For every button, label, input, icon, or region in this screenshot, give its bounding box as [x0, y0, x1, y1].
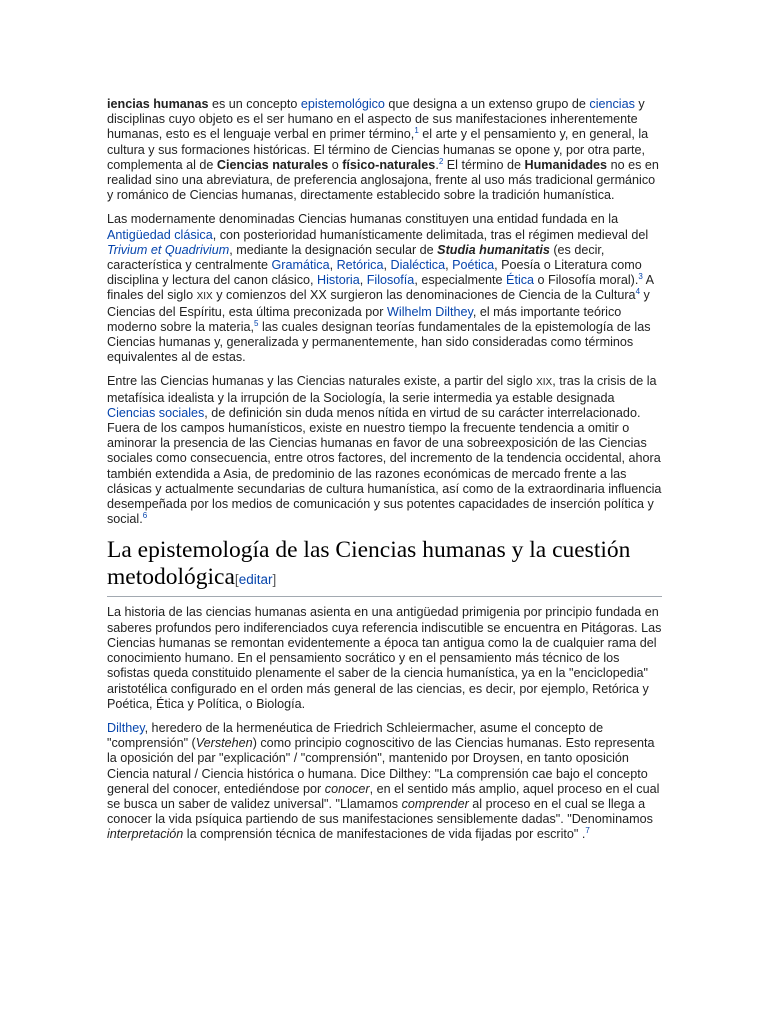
reference-6[interactable]: 6: [142, 511, 148, 521]
link-historia[interactable]: Historia: [317, 273, 360, 288]
term-bold: iencias humanas: [107, 97, 209, 111]
link-epistemologico[interactable]: epistemológico: [300, 97, 385, 111]
text: ,: [329, 258, 337, 273]
text: Entre las Ciencias humanas y las Ciencias naturales existe, a partir del siglo: [107, 374, 537, 389]
link-retorica[interactable]: Retórica: [336, 258, 384, 273]
text: , mediante la designación secular de: [229, 242, 438, 257]
text: ,: [383, 258, 391, 273]
text: al proceso en el cual se llega a conocer la vida psíquica partiendo de sus manifestaciones sensiblemente dadas". "Denominamos: [107, 796, 653, 827]
text: el arte y el pensamiento y, en general, la cultura y sus formaciones históricas. El término de Ciencias humanas se opone y, por otra parte, complementa al de: [107, 127, 649, 172]
reference-7[interactable]: 7: [585, 826, 590, 836]
edit-section: [235, 572, 276, 587]
section-heading: [107, 537, 662, 597]
text: , el más importante teórico moderno sobre la materia,: [107, 304, 622, 334]
text: o: [328, 157, 343, 172]
link-dilthey[interactable]: Dilthey: [107, 720, 145, 735]
text: , de definición sin duda menos nítida en virtud de su carácter interrelacionado. Fuera de los campos humanísticos, existe en nuestro tiempo la frecuente tendencia a omitir o aminorar la presencia de las Ciencias humanas en favor de una sobreexposición de las Ciencias sociales como consecuencia, entre otros factores, del incremento de la tendencia occidental, ahora también extendida a Asia, de predominio de las razones económicas de mercado frente a las clásicas y actualmente secundarias de cultura humanística, así como de la extraordinaria influencia desempeñada por los medios de comunicación y sus potentes capacidades de inserción política y social.: [107, 405, 662, 527]
link-poetica[interactable]: Poética: [452, 258, 495, 273]
text: A finales del siglo: [107, 273, 654, 303]
text: ) como principio cognoscitivo de las Ciencias humanas. Esto representa la oposición del par "explicación" / "comprensión", mantenido por Droysen, en tanto oposición Ciencia natural / Ciencia histórica o humana. Dice Dilthey: "La comprensión cae bajo el concepto general del conocer, entediéndose por: [107, 736, 655, 796]
century-numeral: XIX: [536, 377, 553, 389]
dilthey-paragraph: [107, 721, 662, 843]
link-trivium-text: Trivium et Quadrivium: [107, 242, 230, 257]
term-bold: Humanidades: [524, 157, 608, 172]
origins-paragraph: [107, 605, 662, 711]
link-etica[interactable]: Ética: [506, 273, 535, 288]
century-numeral: XIX: [196, 291, 213, 303]
term-bold: [437, 243, 550, 257]
text: y disciplinas cuyo objeto es el ser humano en el aspecto de sus manifestaciones inherentemente humanas, esto es el lenguaje verbal en primer término,: [107, 97, 645, 142]
intro-paragraph: [107, 97, 662, 203]
social-sciences-paragraph: [107, 374, 662, 527]
link-trivium[interactable]: [107, 243, 229, 257]
term-studia: Studia humanitatis: [437, 242, 550, 257]
term-italic: conocer: [324, 781, 370, 796]
link-ciencias[interactable]: ciencias: [589, 97, 635, 111]
link-wilhelm-dilthey[interactable]: Wilhelm Dilthey: [387, 304, 473, 319]
reference-2[interactable]: 2: [438, 156, 444, 166]
section-heading-text: La epistemología de las Ciencias humanas y la cuestión metodológica: [107, 537, 631, 591]
term-italic: interpretación: [107, 827, 184, 842]
reference-1[interactable]: 1: [414, 126, 419, 136]
text: , especialmente: [414, 273, 507, 288]
link-ciencias-sociales[interactable]: Ciencias sociales: [107, 405, 205, 420]
link-dialectica[interactable]: Dialéctica: [390, 258, 446, 273]
text: El término de: [443, 157, 525, 172]
text: , Poesía o Literatura como disciplina y lectura del canon clásico,: [107, 258, 642, 288]
text: , tras la crisis de la metafísica idealista y la irrupción de la Sociología, la serie intermedia ya estable designada: [107, 374, 657, 405]
article-content: [107, 97, 662, 852]
text: , en el sentido más amplio, aquel proceso en el cual se busca un saber de validez universal". "Llamamos: [107, 781, 660, 811]
reference-5[interactable]: 5: [254, 318, 259, 328]
text: (es decir, característica y centralmente: [107, 242, 605, 273]
edit-bracket-open: [: [234, 572, 239, 588]
text: La historia de las ciencias humanas asienta en una antigüedad primigenia por principio fundada en saberes profundos pero indiferenciados cuya referencia indiscutible se encuentra en Pitágoras. Las Ciencias humanas se remontan evidentemente a época tan antigua como la de cualquier rama del conocimiento humano. En el pensamiento socrático y en el pensamiento más técnico de los sofistas queda constituido plenamente el saber de la ciencia humanística, ya en la "enciclopedia" aristotélica configurado en el orden más general de las ciencias, es decir, por ejemplo, Retórica y Poética, Ética y Política, o Biología.: [107, 605, 662, 711]
text: o Filosofía moral).: [534, 273, 639, 288]
text: Las modernamente denominadas Ciencias humanas constituyen una entidad fundada en la: [107, 212, 619, 227]
term-bold: Ciencias naturales: [216, 157, 329, 172]
text: las cuales designan teorías fundamentales de la epistemología de las Ciencias humanas y, generalizada y permanentemente, han sido consideradas como términos equivalentes al de estas.: [107, 319, 651, 365]
reference-3[interactable]: 3: [638, 272, 643, 282]
text: ,: [445, 258, 453, 273]
text: y comienzos del XX surgieron las denominaciones de Ciencia de la Cultura: [212, 288, 636, 303]
link-filosofia[interactable]: Filosofía: [366, 273, 415, 288]
text: , con posterioridad humanísticamente delimitada, tras el régimen medieval del: [212, 227, 649, 242]
text: que designa a un extenso grupo de: [384, 97, 590, 111]
link-antiguedad-clasica[interactable]: Antigüedad clásica: [107, 227, 213, 242]
edit-link[interactable]: editar: [238, 572, 273, 588]
term-bold: físico-naturales: [342, 157, 436, 172]
term-italic: comprender: [401, 796, 469, 811]
link-gramatica[interactable]: Gramática: [271, 258, 330, 273]
edit-bracket-close: ]: [272, 572, 277, 588]
text: , heredero de la hermenéutica de Friedrich Schleiermacher, asume el concepto de "comprensión" (: [107, 720, 604, 751]
history-paragraph: [107, 212, 662, 365]
text: la comprensión técnica de manifestaciones de vida fijadas por escrito" .: [183, 827, 586, 842]
term-italic: Verstehen: [195, 736, 253, 751]
text: no es en realidad sino una abreviatura, de preferencia anglosajona, frente al uso más tradicional germánico y románico de Ciencias humanas, directamente establecido sobre la tradición humanística.: [107, 157, 659, 203]
reference-4[interactable]: 4: [635, 287, 641, 297]
text: es un concepto: [208, 97, 301, 111]
text: y Ciencias del Espíritu, esta última preconizada por: [107, 288, 650, 319]
text: ,: [359, 273, 367, 288]
text: .: [435, 157, 439, 172]
